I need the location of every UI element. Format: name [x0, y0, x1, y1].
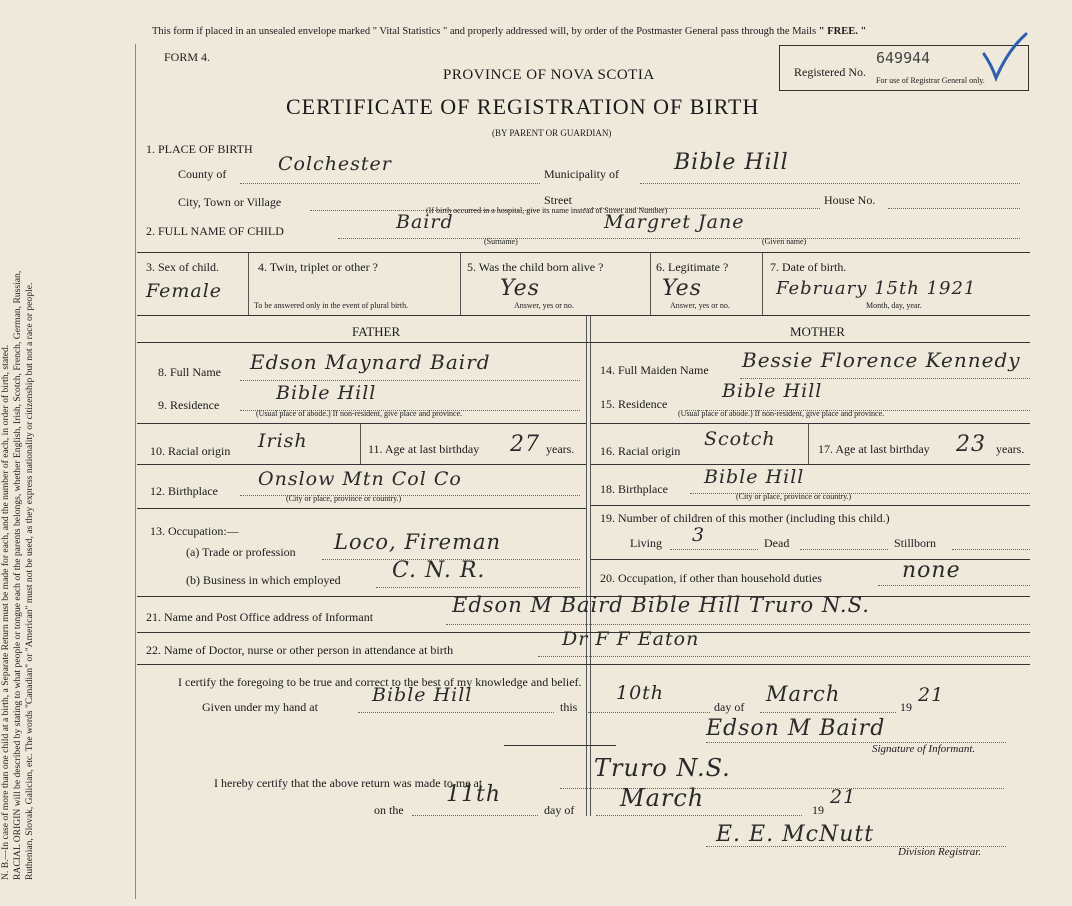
given-name-note: (Given name): [762, 237, 807, 246]
date-of-birth-value: February 15th 1921: [776, 278, 977, 299]
margin-notes: [0, 271, 36, 880]
house-label: House No.: [824, 193, 876, 207]
doctor-value: Dr F F Eaton: [562, 628, 700, 650]
father-age-value: 27: [510, 432, 540, 457]
father-name-label: 8. Full Name: [158, 365, 221, 379]
mother-race-label: 16. Racial origin: [600, 444, 681, 458]
alive-note: Answer, yes or no.: [514, 301, 574, 310]
legitimate-note: Answer, yes or no.: [670, 301, 730, 310]
county-label: County of: [178, 167, 227, 181]
certify-statement: I certify the foregoing to be true and correct to the best of my knowledge and belief.: [178, 675, 582, 689]
mail-notice-text: This form if placed in an unsealed envelope marked " Vital Statistics " and properly addressed will, by order of the Postmaster General pass through the Mails: [152, 26, 817, 37]
margin-note: RACIAL ORIGIN will be described by stating to what people or tongue each of the parents belongs, whether English, Irish, Scotch, French, German, Russian,: [12, 270, 23, 880]
alive-label: 5. Was the child born alive ?: [467, 260, 604, 274]
registered-number: 649944: [876, 49, 931, 67]
informant-label: 21. Name and Post Office address of Informant: [146, 610, 374, 624]
city-label: City, Town or Village: [178, 195, 282, 209]
registrar-signature: E. E. McNutt: [716, 822, 875, 847]
mother-residence-label: 15. Residence: [600, 397, 668, 411]
living-value: 3: [692, 524, 706, 546]
county-value: Colchester: [278, 153, 392, 175]
registrar-label: Division Registrar.: [898, 846, 982, 858]
street-label: Street: [544, 193, 572, 207]
given-label: Given under my hand at: [202, 700, 318, 714]
mother-age-value: 23: [956, 432, 986, 457]
mother-birthplace-label: 18. Birthplace: [600, 482, 668, 496]
twin-label: 4. Twin, triplet or other ?: [258, 260, 378, 274]
living-label: Living: [630, 536, 662, 550]
father-birthplace-note: (City or place, province or country.): [286, 494, 402, 503]
doctor-label: 22. Name of Doctor, nurse or other person in attendance at birth: [146, 643, 454, 657]
child-name-label: 2. FULL NAME OF CHILD: [146, 224, 284, 238]
day-of-label: day of: [714, 700, 745, 714]
father-race-label: 10. Racial origin: [150, 444, 231, 458]
mother-birthplace-note: (City or place, province or country.): [736, 492, 852, 501]
mother-occupation-value: none: [902, 558, 961, 583]
return-year: 21: [830, 786, 857, 808]
informant-value: Edson M Baird Bible Hill Truro N.S.: [452, 593, 870, 617]
mail-notice: [152, 26, 866, 37]
informant-signature-label: Signature of Informant.: [872, 743, 976, 755]
this-label: this: [560, 700, 578, 714]
mother-occupation-label: 20. Occupation, if other than household duties: [600, 571, 822, 585]
mother-birthplace-value: Bible Hill: [704, 466, 805, 488]
form-number: FORM 4.: [164, 50, 211, 64]
mother-years-label: years.: [996, 442, 1025, 456]
return-day: 11th: [446, 782, 502, 807]
year-prefix-2: 19: [812, 803, 824, 817]
mother-name-label: 14. Full Maiden Name: [600, 363, 709, 377]
child-given-name: Margret Jane: [604, 211, 745, 233]
subtitle: (BY PARENT OR GUARDIAN): [492, 128, 612, 138]
on-the-label: on the: [374, 803, 404, 817]
check-mark-icon: [982, 32, 1028, 82]
given-year: 21: [918, 684, 945, 706]
page-title: CERTIFICATE OF REGISTRATION OF BIRTH: [286, 94, 760, 119]
father-residence-label: 9. Residence: [158, 398, 220, 412]
return-month: March: [620, 784, 705, 812]
alive-value: Yes: [500, 276, 540, 301]
father-race-value: Irish: [258, 430, 308, 452]
father-years-label: years.: [546, 442, 575, 456]
mother-race-value: Scotch: [704, 428, 776, 450]
surname-note: (Surname): [484, 237, 518, 246]
father-birthplace-label: 12. Birthplace: [150, 484, 218, 498]
margin-note: Ruthenian, Slovak, Galician, etc. The words "Canadian" or "American" must not be used, as they express nationality or citizenship but not a race or people.: [24, 282, 35, 880]
father-age-label: 11. Age at last birthday: [368, 442, 480, 456]
mother-name-value: Bessie Florence Kennedy: [742, 348, 1021, 372]
father-name-value: Edson Maynard Baird: [250, 350, 491, 374]
place-of-birth-label: 1. PLACE OF BIRTH: [146, 142, 253, 156]
free-label: " FREE. ": [818, 26, 867, 37]
father-heading: FATHER: [352, 324, 401, 339]
given-day: 10th: [616, 682, 665, 704]
date-of-birth-label: 7. Date of birth.: [770, 260, 847, 274]
father-residence-note: (Usual place of abode.) If non-resident, give place and province.: [256, 409, 463, 418]
hospital-note: (If birth occurred in a hospital, give its name instead of Street and Number): [426, 206, 668, 215]
twin-note: To be answered only in the event of plural birth.: [254, 301, 409, 310]
mother-age-label: 17. Age at last birthday: [818, 442, 930, 456]
return-label: I hereby certify that the above return was made to me at: [214, 776, 483, 790]
business-value: C. N. R.: [392, 558, 486, 583]
father-residence-value: Bible Hill: [276, 382, 377, 404]
province-heading: PROVINCE OF NOVA SCOTIA: [443, 67, 655, 83]
day-of-label-2: day of: [544, 803, 575, 817]
dead-label: Dead: [764, 536, 790, 550]
municipality-value: Bible Hill: [674, 150, 789, 175]
children-count-label: 19. Number of children of this mother (including this child.): [600, 511, 890, 525]
year-prefix: 19: [900, 700, 912, 714]
child-surname: Baird: [396, 211, 454, 233]
return-place: Truro N.S.: [594, 754, 731, 782]
given-place: Bible Hill: [372, 684, 473, 706]
informant-signature: Edson M Baird: [706, 716, 886, 741]
father-occupation-label: 13. Occupation:—: [150, 524, 239, 538]
stillborn-label: Stillborn: [894, 536, 937, 550]
father-birthplace-value: Onslow Mtn Col Co: [258, 468, 462, 490]
registrar-note: For use of Registrar General only.: [876, 76, 985, 85]
given-month: March: [766, 682, 841, 706]
trade-value: Loco, Fireman: [334, 530, 502, 554]
registered-label: Registered No.: [794, 65, 866, 79]
margin-note: N. B.—In case of more than one child at a birth, a Separate Return must be made for each, and the number of each, in order of birth, stated.: [0, 344, 11, 880]
mother-heading: MOTHER: [790, 324, 845, 339]
sex-label: 3. Sex of child.: [146, 260, 219, 274]
municipality-label: Municipality of: [544, 167, 619, 181]
mother-residence-value: Bible Hill: [722, 380, 823, 402]
legitimate-value: Yes: [662, 276, 702, 301]
date-note: Month, day, year.: [866, 301, 922, 310]
business-label: (b) Business in which employed: [186, 573, 341, 587]
sex-value: Female: [146, 280, 223, 302]
mother-residence-note: (Usual place of abode.) If non-resident, give place and province.: [678, 409, 885, 418]
trade-label: (a) Trade or profession: [186, 545, 296, 559]
legitimate-label: 6. Legitimate ?: [656, 260, 729, 274]
